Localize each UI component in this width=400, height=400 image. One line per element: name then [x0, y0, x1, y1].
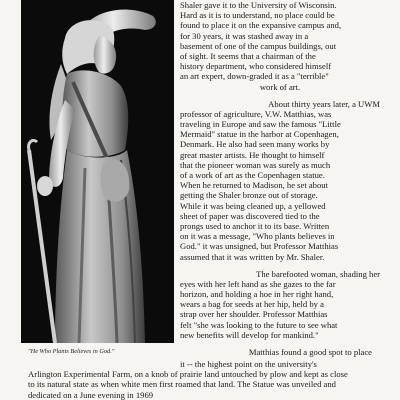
text-line: of sight. It seems that a chairman of the — [180, 50, 316, 61]
text-line: Matthias found a good spot to place — [248, 347, 372, 357]
text-line: history department, who considered himself — [180, 61, 332, 72]
statue-photo — [21, 0, 174, 343]
text-line: About thirty years later, a UWM — [268, 98, 380, 109]
text-line: Denmark. He also had seen many works by — [180, 139, 330, 150]
text-line: God." it was unsigned, but Professor Matthias — [180, 241, 339, 252]
text-line: that the pioneer woman was surely as much — [180, 159, 331, 170]
text-line: an art expert, down-graded it as a "terrible" — [180, 71, 329, 82]
text-line: found to place it on the expansive campus and, — [180, 20, 342, 31]
text-line: While it was being cleaned up, a yellowed — [180, 200, 326, 211]
text-line: The barefooted woman, shading her — [256, 268, 380, 279]
pioneer-woman-statue-image — [21, 0, 174, 343]
photo-caption: "He Who Plants Believes in God." — [28, 348, 115, 355]
text-line: wears a bag for seeds at her hip, held by a — [180, 299, 324, 310]
text-line: it -- the highest point on the university's — [180, 359, 317, 369]
text-line: assumed that it was written by Mr. Shaler. — [180, 251, 325, 262]
text-line: Arlington Experimental Farm, on a knob of prairie land untouched by plow and kept as close — [28, 369, 348, 380]
text-line: traveling in Europe and saw the famous "Little — [180, 119, 341, 130]
text-line: felt "she was looking to the future to see what — [180, 319, 338, 330]
text-line: strap over her shoulder. Professor Matthias — [180, 309, 328, 320]
text-line: basement of one of the campus buildings, out — [180, 40, 337, 51]
text-line: to its natural state as when white men first roamed that land. The Statue was unveiled and — [28, 379, 336, 390]
text-line: When he returned to Madison, he set about — [180, 180, 328, 191]
text-line: getting the Shaler bronze out of storage. — [180, 190, 318, 201]
text-line: of a work of art as the Copenhagen statue. — [180, 170, 325, 180]
text-line: professor of agriculture, V.W. Matthias, was — [180, 108, 332, 119]
text-line: Mermaid" statue in the harbor at Copenhagen, — [180, 129, 339, 140]
text-line: work of art. — [259, 81, 301, 92]
text-line: horizon, and holding a hoe in her right hand, — [180, 289, 334, 300]
text-line: great master artists. He thought to himself — [180, 149, 325, 160]
text-line: Shaler gave it to the University of Wisconsin. — [180, 0, 337, 10]
text-line: eyes with her left hand as she gazes to the far — [180, 278, 336, 289]
text-line: prongs used to anchor it to its base. Written — [180, 220, 330, 231]
text-line: Hard as it is to understand, no place could be — [180, 10, 335, 21]
article-text-column — [180, 0, 380, 357]
paragraph-1 — [180, 0, 380, 92]
paragraph-2 — [180, 99, 380, 262]
text-line: sheet of paper was discovered tied to the — [180, 210, 320, 221]
text-line: new benefits will develop for mankind." — [180, 329, 319, 340]
text-line: for 30 years, it was stashed away in a — [180, 30, 309, 41]
text-line: on it was a message, "Who plants believes in — [180, 231, 335, 242]
paragraph-4-continued — [28, 359, 380, 400]
text-line: dedicated on a June evening in 1969 — [28, 389, 154, 400]
paragraph-3 — [180, 269, 380, 340]
